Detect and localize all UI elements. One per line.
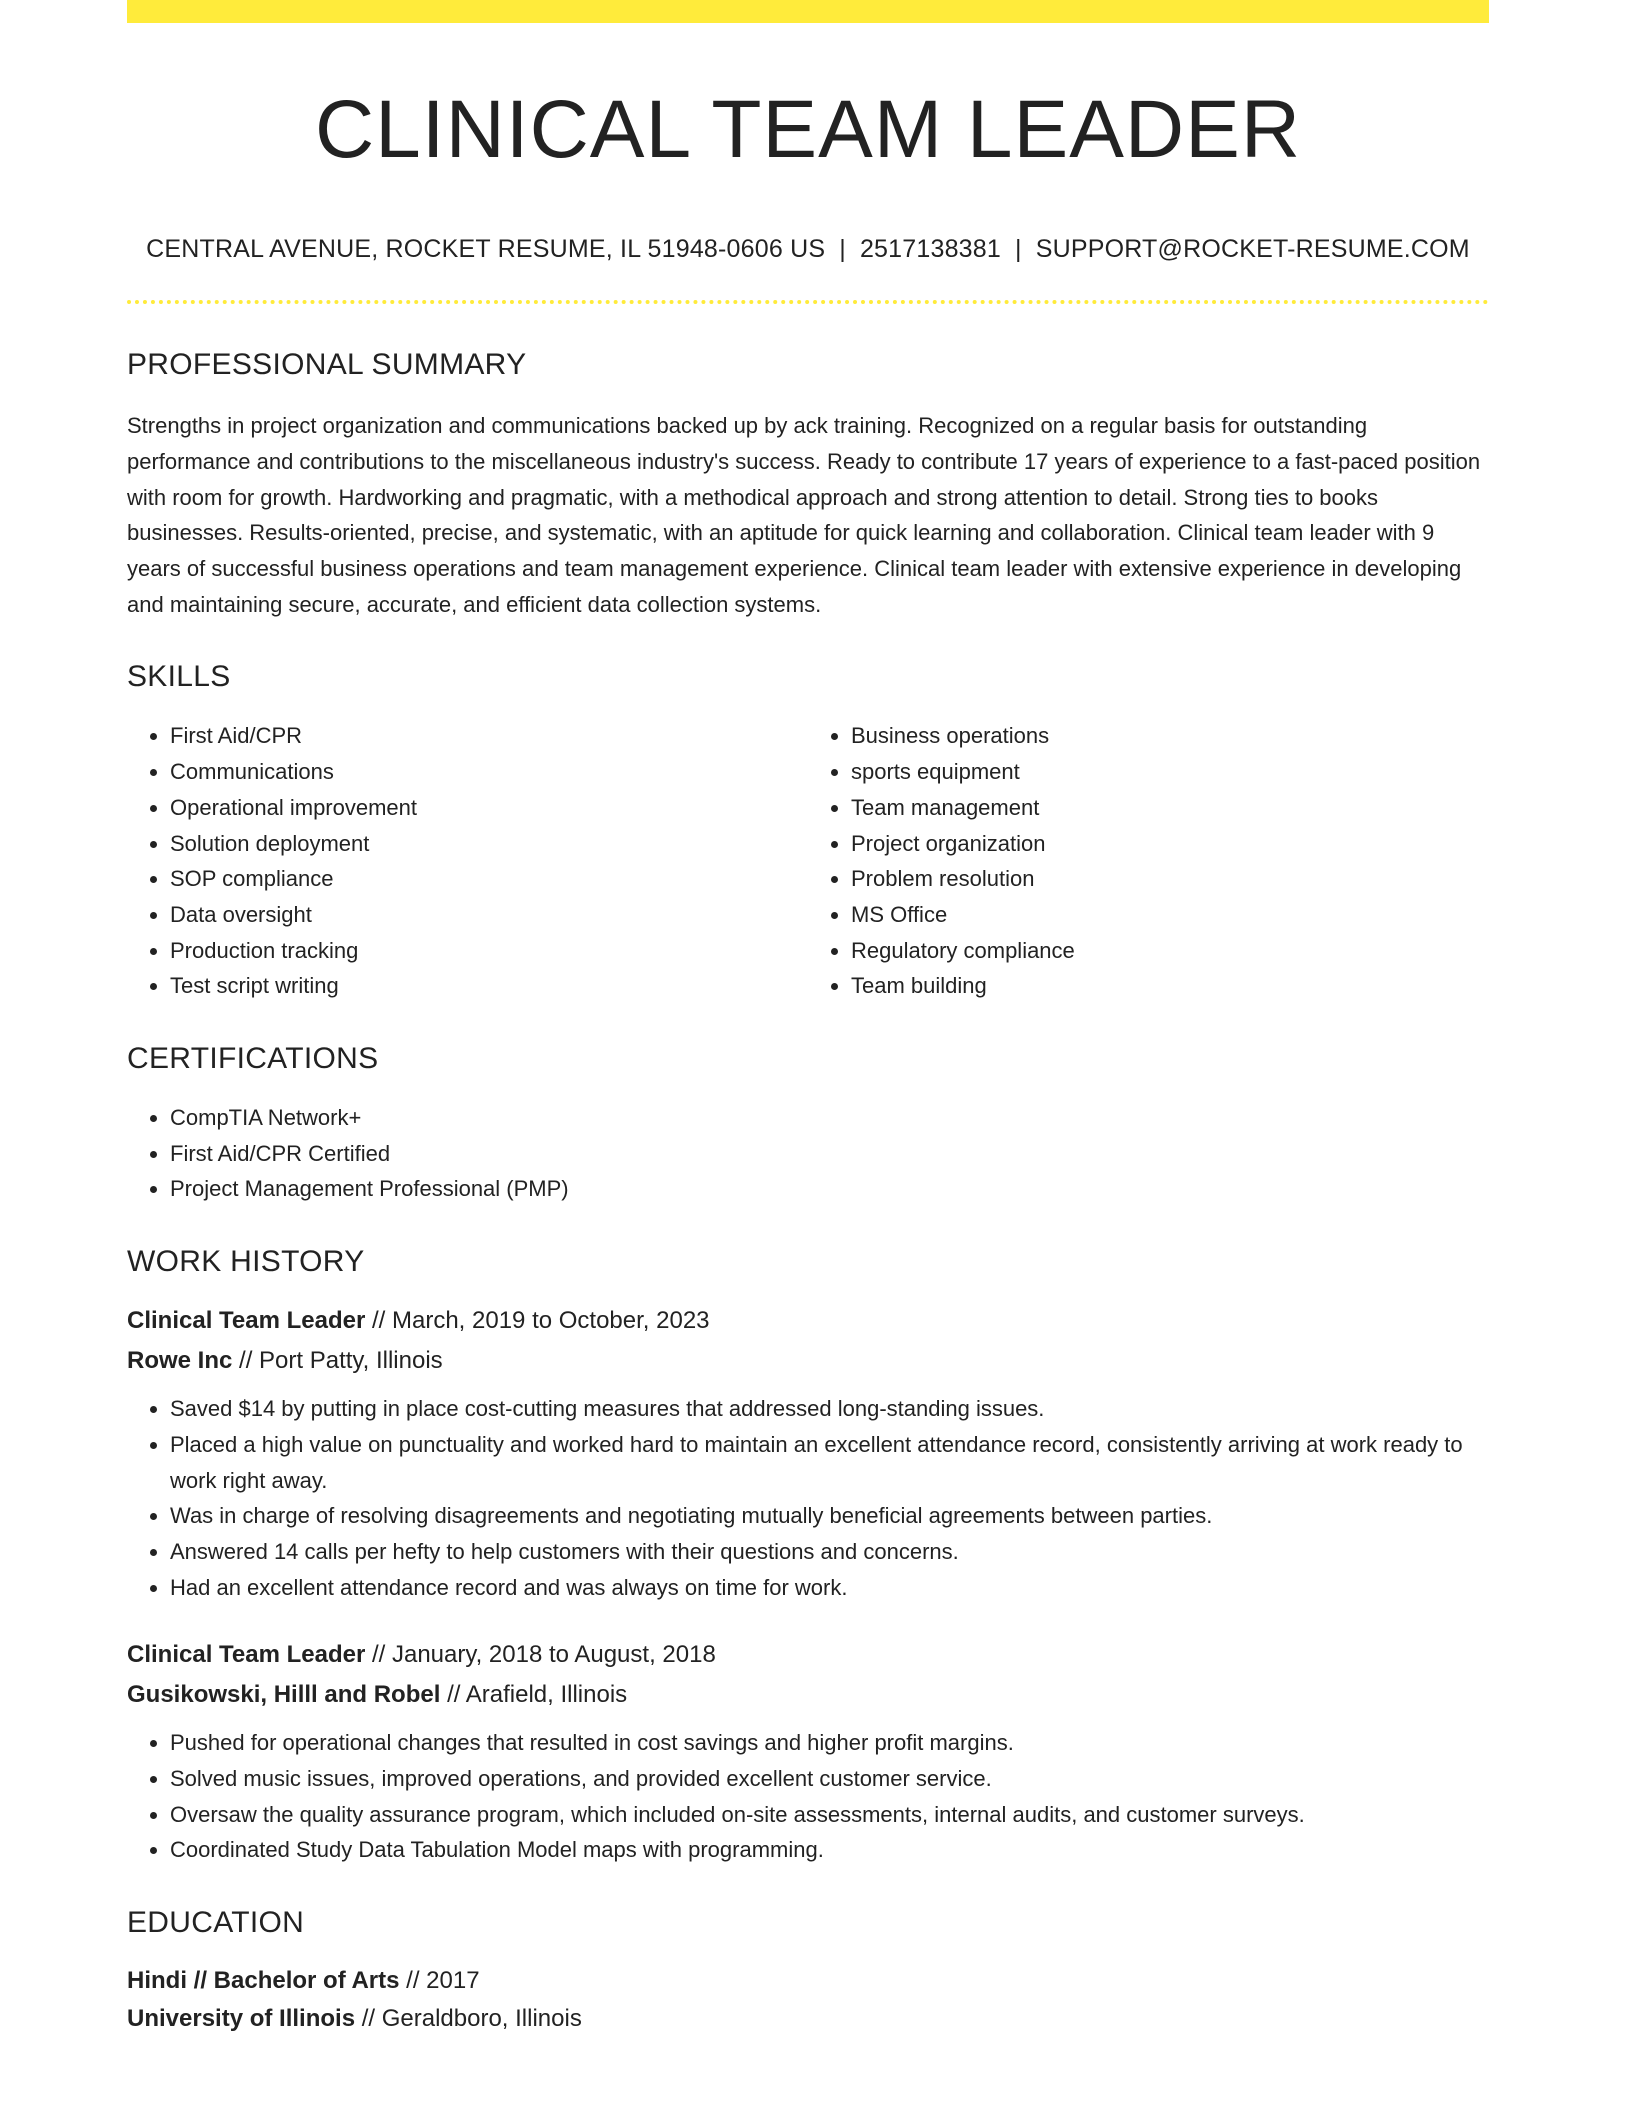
summary-heading: PROFESSIONAL SUMMARY bbox=[127, 348, 527, 382]
job-location: // Port Patty, Illinois bbox=[239, 1347, 443, 1375]
skills-left-list bbox=[127, 718, 808, 1004]
skill-item: • Data oversight bbox=[170, 897, 808, 933]
job-company: Gusikowski, Hilll and Robel bbox=[127, 1681, 441, 1709]
job-bullet: • Was in charge of resolving disagreements and negotiating mutually beneficial agreements between parties. bbox=[170, 1498, 1489, 1534]
job-bullet: • Coordinated Study Data Tabulation Model maps with programming. bbox=[170, 1832, 1489, 1868]
education-heading: EDUCATION bbox=[127, 1906, 305, 1940]
contact-separator: | bbox=[839, 235, 846, 264]
skill-item: • sports equipment bbox=[851, 754, 1489, 790]
job-company-line bbox=[127, 1675, 1489, 1715]
job-title-line bbox=[127, 1635, 1489, 1675]
skills-columns bbox=[127, 718, 1489, 1004]
education-school-line bbox=[127, 2000, 1489, 2038]
education-year: // 2017 bbox=[406, 1967, 480, 1995]
resume-name: CLINICAL TEAM LEADER bbox=[314, 84, 1302, 175]
skill-item: • Test script writing bbox=[170, 968, 808, 1004]
job-bullet: • Had an excellent attendance record and was always on time for work. bbox=[170, 1570, 1489, 1606]
skills-heading: SKILLS bbox=[127, 660, 231, 694]
job-company-line bbox=[127, 1341, 1489, 1381]
contact-separator: | bbox=[1015, 235, 1022, 264]
job-entry bbox=[127, 1635, 1489, 1868]
accent-top-bar bbox=[127, 0, 1489, 23]
skill-item: • Team building bbox=[851, 968, 1489, 1004]
contact-email: SUPPORT@ROCKET-RESUME.COM bbox=[1035, 235, 1470, 264]
resume-page bbox=[127, 0, 1489, 2038]
education-school: University of Illinois bbox=[127, 2005, 356, 2033]
work-history-heading: WORK HISTORY bbox=[127, 1245, 365, 1279]
job-location: // Arafield, Illinois bbox=[447, 1681, 628, 1709]
job-bullet: • Answered 14 calls per hefty to help customers with their questions and concerns. bbox=[170, 1534, 1489, 1570]
job-bullet: • Saved $14 by putting in place cost-cutting measures that addressed long-standing issues. bbox=[170, 1391, 1489, 1427]
job-bullet: • Pushed for operational changes that resulted in cost savings and higher profit margins. bbox=[170, 1725, 1489, 1761]
job-bullet: • Placed a high value on punctuality and worked hard to maintain an excellent attendance record, consistently arriving at work ready to work right away. bbox=[170, 1427, 1489, 1498]
skill-item: • Regulatory compliance bbox=[851, 933, 1489, 969]
skill-item: • Solution deployment bbox=[170, 826, 808, 862]
certification-item: • CompTIA Network+ bbox=[170, 1100, 1489, 1136]
job-bullet-list bbox=[127, 1391, 1489, 1605]
education-degree: Hindi // Bachelor of Arts bbox=[127, 1967, 400, 1995]
skill-item: • Business operations bbox=[851, 718, 1489, 754]
summary-text: Strengths in project organization and communications backed up by ack training. Recognized on a regular basis for outstanding performance and contributions to the miscellaneous industry's success. Ready to contribute 17 years of experience to a fast-paced position with room for growth. Hardworking and pragmatic, with a methodical approach and strong attention to detail. Strong ties to books businesses. Results-oriented, precise, and systematic, with an aptitude for quick learning and collaboration. Clinical team leader with 9 years of successful business operations and team management experience. Clinical team leader with extensive experience in developing and maintaining secure, accurate, and efficient data collection systems. bbox=[127, 413, 1481, 617]
skill-item: • MS Office bbox=[851, 897, 1489, 933]
contact-address: CENTRAL AVENUE, ROCKET RESUME, IL 51948-0606 US bbox=[146, 235, 826, 264]
job-title-line bbox=[127, 1301, 1489, 1341]
job-bullet: • Solved music issues, improved operations, and provided excellent customer service. bbox=[170, 1761, 1489, 1797]
skill-item: • Operational improvement bbox=[170, 790, 808, 826]
skill-item: • Communications bbox=[170, 754, 808, 790]
certification-item: • Project Management Professional (PMP) bbox=[170, 1171, 1489, 1207]
job-entry bbox=[127, 1301, 1489, 1605]
job-role: Clinical Team Leader bbox=[127, 1641, 366, 1669]
job-role: Clinical Team Leader bbox=[127, 1307, 366, 1335]
job-dates: // January, 2018 to August, 2018 bbox=[371, 1641, 716, 1669]
skill-item: • First Aid/CPR bbox=[170, 718, 808, 754]
education-degree-line bbox=[127, 1962, 1489, 2000]
skills-right-list bbox=[808, 718, 1489, 1004]
dotted-divider bbox=[127, 300, 1489, 304]
education-location: // Geraldboro, Illinois bbox=[361, 2005, 582, 2033]
certifications-heading: CERTIFICATIONS bbox=[127, 1042, 379, 1076]
skill-item: • SOP compliance bbox=[170, 861, 808, 897]
certifications-list bbox=[127, 1100, 1489, 1207]
skill-item: • Problem resolution bbox=[851, 861, 1489, 897]
job-dates: // March, 2019 to October, 2023 bbox=[371, 1307, 710, 1335]
contact-phone: 2517138381 bbox=[859, 235, 1001, 264]
job-bullet: • Oversaw the quality assurance program, which included on-site assessments, internal audits, and customer surveys. bbox=[170, 1797, 1489, 1833]
education-entry bbox=[127, 1962, 1489, 2038]
skill-item: • Team management bbox=[851, 790, 1489, 826]
skill-item: • Project organization bbox=[851, 826, 1489, 862]
job-company: Rowe Inc bbox=[127, 1347, 233, 1375]
skill-item: • Production tracking bbox=[170, 933, 808, 969]
contact-line bbox=[127, 235, 1489, 264]
job-bullet-list bbox=[127, 1725, 1489, 1868]
certification-item: • First Aid/CPR Certified bbox=[170, 1136, 1489, 1172]
